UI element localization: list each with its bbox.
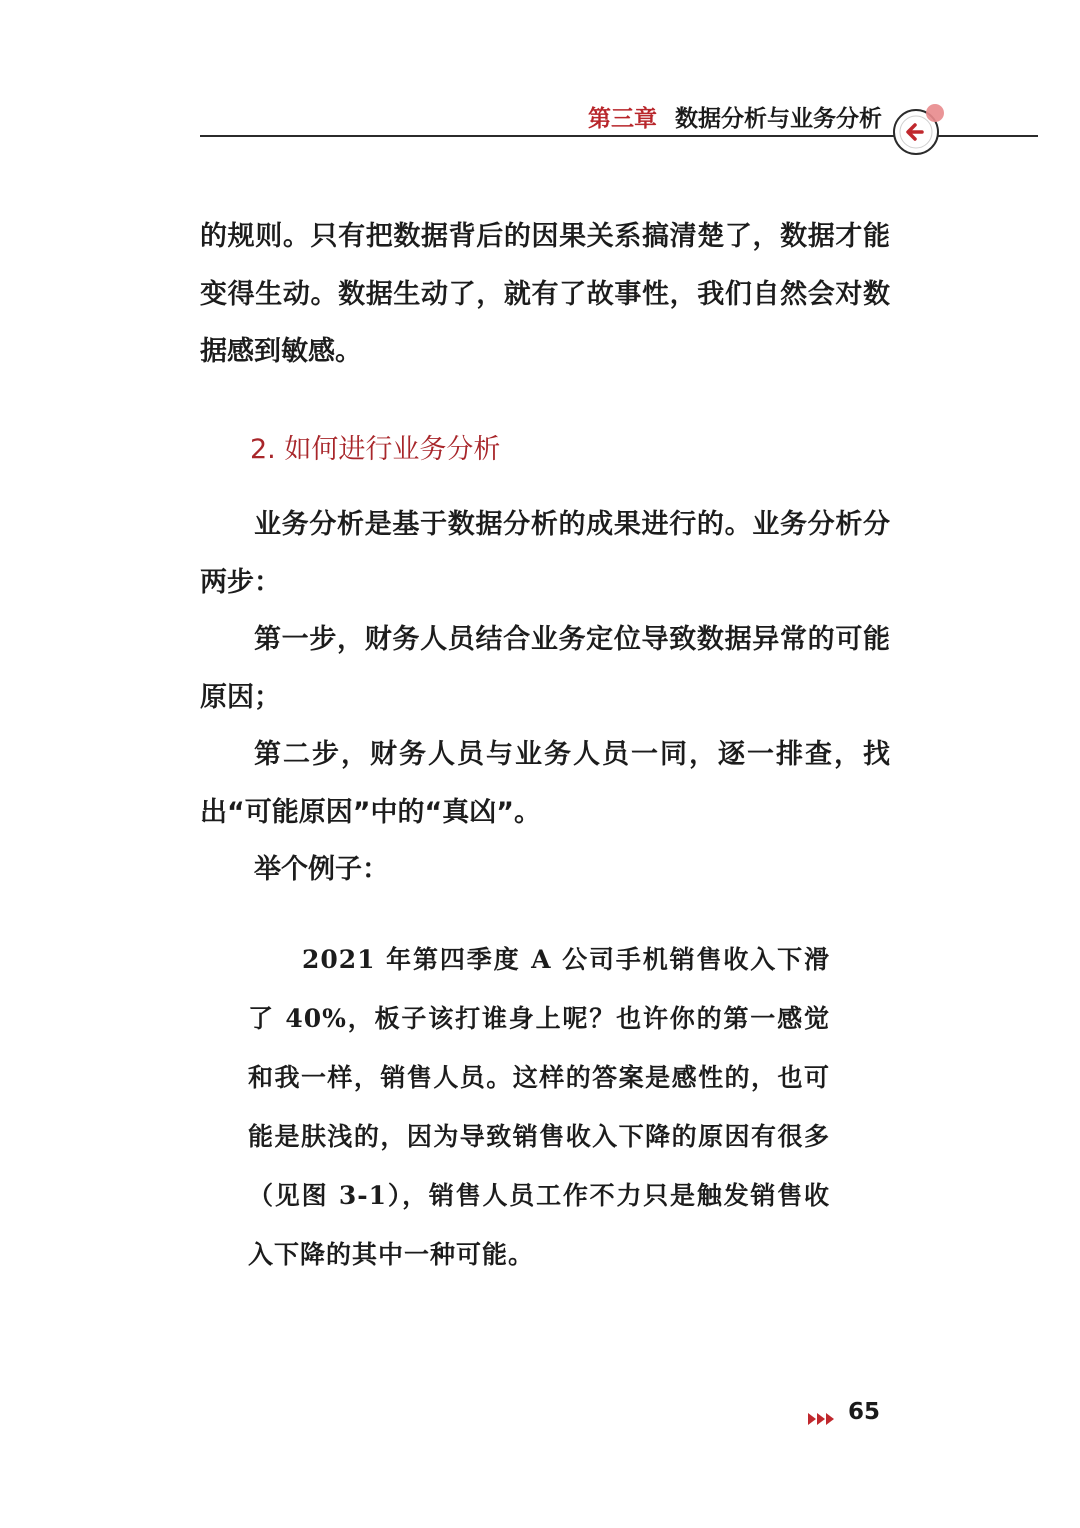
paragraph-step-two: 第二步，财务人员与业务人员一同，逐一排查，找出“可能原因”中的“真凶”。: [200, 739, 890, 828]
left-arrow-icon: [888, 102, 944, 158]
example-block: 2021 年第四季度 A 公司手机销售收入下滑了 40%，板子该打谁身上呢？也许你的第一感觉和我一样，销售人员。这样的答案是感性的，也可能是肤浅的，因为导致销售收入下降的原因有很多（见图 3-1），销售人员工作不力只是触发销售收入下降的其中一种可能。: [248, 945, 830, 1269]
running-header: [588, 100, 882, 133]
paragraph-intro: 业务分析是基于数据分析的成果进行的。业务分析分两步：: [200, 509, 890, 598]
chapter-title: 数据分析与业务分析: [675, 106, 882, 132]
triple-chevron-right-icon: [808, 1410, 834, 1422]
paragraph-continued: 的规则。只有把数据背后的因果关系搞清楚了，数据才能变得生动。数据生动了，就有了故事性，我们自然会对数据感到敏感。: [200, 221, 890, 367]
chapter-label: 第三章: [588, 106, 657, 132]
page-number: 65: [848, 1399, 881, 1425]
paragraph-step-one: 第一步，财务人员结合业务定位导致数据异常的可能原因；: [200, 624, 890, 713]
section-heading: 2. 如何进行业务分析: [250, 434, 501, 465]
paragraph-example-label: 举个例子：: [254, 854, 389, 885]
